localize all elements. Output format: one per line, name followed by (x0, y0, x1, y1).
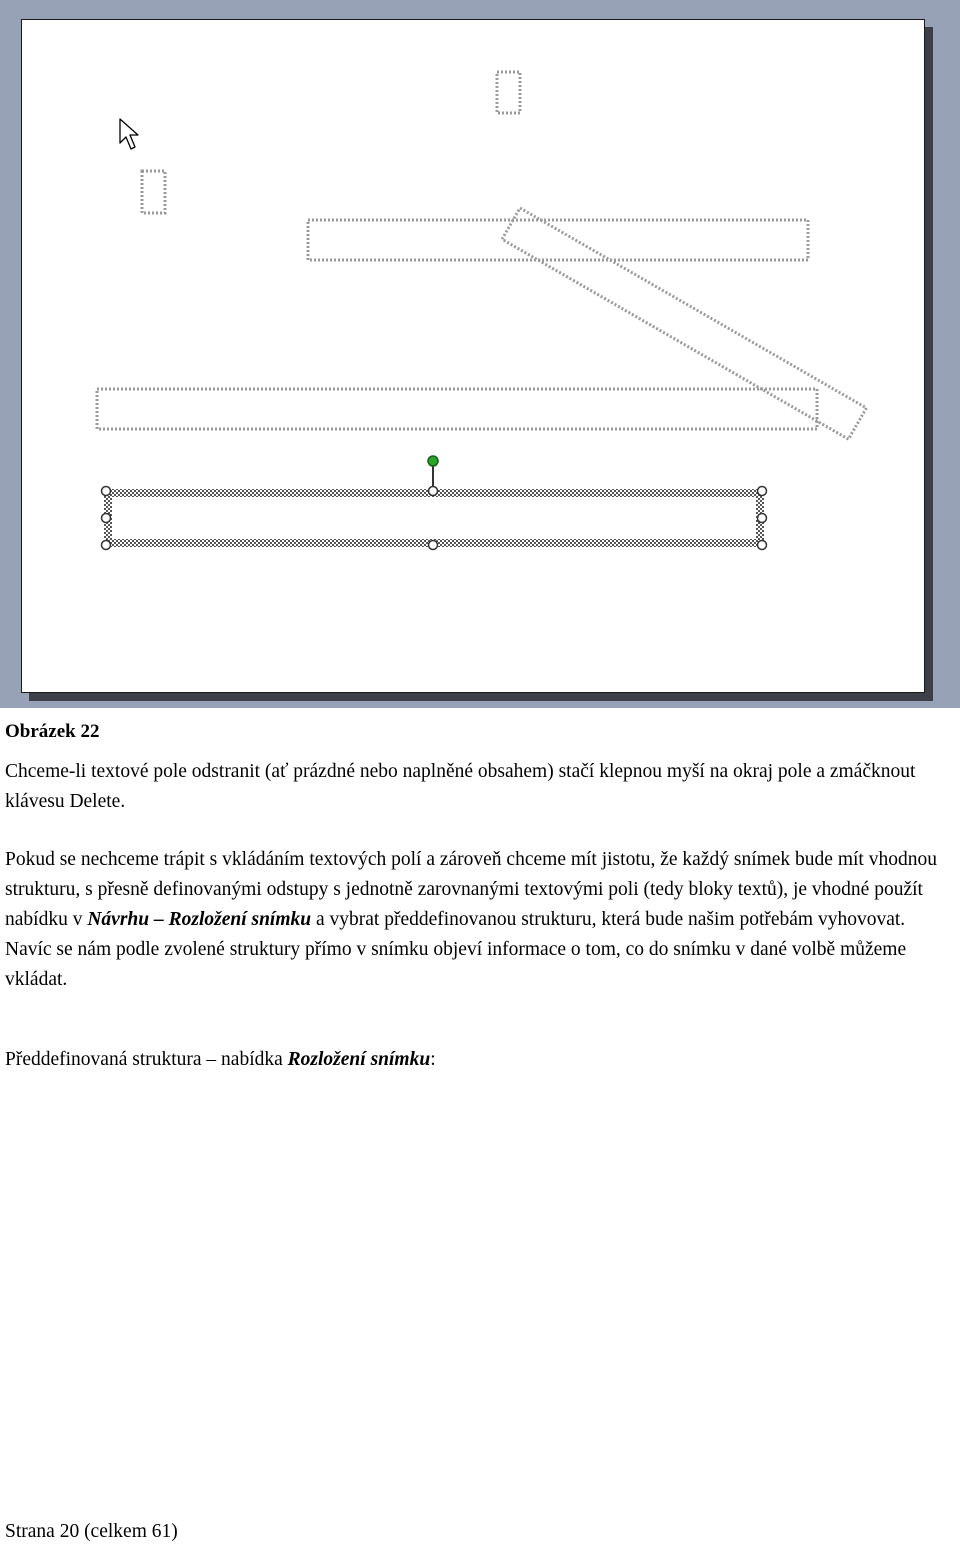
paragraph-text: : (430, 1049, 436, 1070)
paragraph-layout-intro (5, 845, 955, 995)
mouse-pointer-icon (120, 119, 138, 149)
slide-figure (0, 0, 960, 708)
text-box-wide[interactable] (308, 220, 808, 260)
slide-drawing (0, 0, 960, 708)
resize-handle-top-right[interactable] (758, 487, 767, 496)
paragraph-delete-textbox: Chceme-li textové pole odstranit (ať prázdné nebo naplněné obsahem) stačí klepnou myší na okraj pole a zmáčknout klávesu Delete. (5, 761, 916, 812)
paragraph-text: a vybrat předdefinovanou strukturu, která bude našim potřebám vyhovovat. Navíc se nám podle zvolené struktury přímo v snímku objeví informace o tom, co do snímku v dané volbě můžeme vkládat. (5, 909, 907, 990)
text-box-small-left[interactable] (142, 171, 165, 213)
figure-caption: Obrázek 22 (5, 721, 100, 742)
paragraph-predefined-structure (5, 1045, 955, 1075)
resize-handle-bottom-right[interactable] (758, 541, 767, 550)
resize-handle-middle-right[interactable] (758, 514, 767, 523)
text-box-rotated[interactable] (502, 208, 866, 439)
paragraph-text: Předdefinovaná struktura – nabídka (5, 1049, 288, 1070)
resize-handle-bottom-left[interactable] (102, 541, 111, 550)
rotation-handle[interactable] (428, 456, 438, 466)
paragraph-text: Pokud se nechceme trápit s vkládáním textových polí a zároveň chceme mít jistotu, že každý snímek bude mít vhodnou strukturu, s přesně definovanými odstupy s jednotně zarovnanými textovými poli (tedy bloky textů), je vhodné použít nabídku v (5, 849, 937, 930)
resize-handle-middle-left[interactable] (102, 514, 111, 523)
resize-handle-bottom-middle[interactable] (429, 541, 438, 550)
page-footer: Strana 20 (celkem 61) (5, 1521, 178, 1542)
menu-path-layout: Návrhu – Rozložení snímku (87, 909, 312, 930)
menu-name-layout: Rozložení snímku (287, 1049, 431, 1070)
resize-handle-top-middle[interactable] (429, 487, 438, 496)
text-box-selected[interactable] (102, 456, 767, 550)
resize-handle-top-left[interactable] (102, 487, 111, 496)
text-box-long[interactable] (97, 389, 817, 429)
text-box-small-top[interactable] (497, 72, 520, 113)
